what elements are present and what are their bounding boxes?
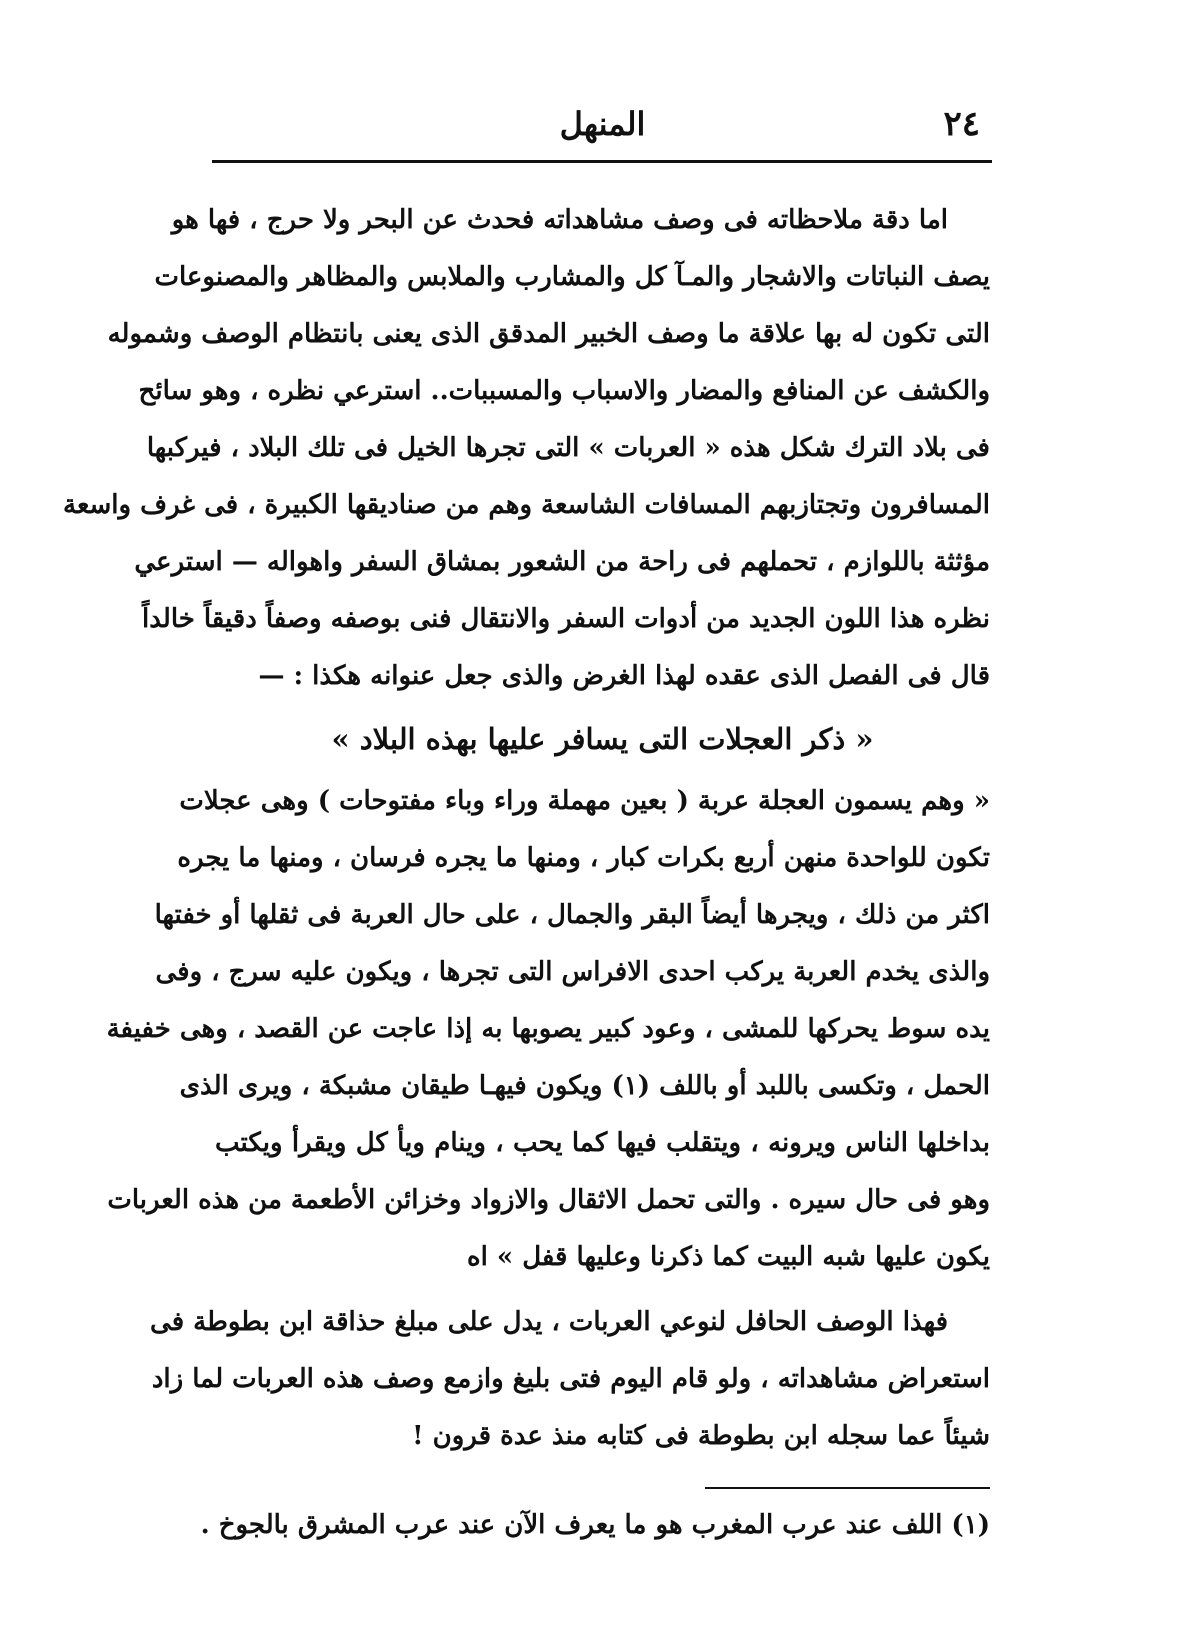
footnote-rule <box>705 1487 990 1489</box>
running-title: المنهل <box>559 105 646 143</box>
text-line: اكثر من ذلك ، ويجرها أيضاً البقر والجمال ، على حال العربة فى ثقلها أو خفتها <box>154 900 990 930</box>
body-text <box>63 192 990 1465</box>
footnote: (١) اللف عند عرب المغرب هو ما يعرف الآن عند عرب المشرق بالجوخ . <box>200 1510 990 1540</box>
header-rule <box>212 160 992 163</box>
paragraph-2 <box>150 1294 990 1465</box>
text-line: مؤثثة باللوازم ، تحملهم فى راحة من الشعور بمشاق السفر واهواله — استرعي <box>134 547 990 577</box>
text-line: تكون للواحدة منهن أربع بكرات كبار ، ومنها ما يجره فرسان ، ومنها ما يجره <box>177 843 990 873</box>
text-line: والذى يخدم العربة يركب احدى الافراس التى تجرها ، ويكون عليه سرج ، وفى <box>155 957 990 987</box>
text-line: المسافرون وتجتازبهم المسافات الشاسعة وهم من صناديقها الكبيرة ، فى غرف واسعة <box>63 490 990 520</box>
text-line: يكون عليها شبه البيت كما ذكرنا وعليها قفل » اه <box>467 1242 990 1272</box>
page-header <box>215 100 990 150</box>
quoted-passage <box>106 773 990 1286</box>
text-line: « وهم يسمون العجلة عربة ( بعين مهملة وراء وباء مفتوحات ) وهى عجلات <box>179 786 990 816</box>
section-heading: « ذكر العجلات التى يسافر عليها بهذه البلاد » <box>331 722 874 756</box>
text-line: اما دقة ملاحظاته فى وصف مشاهداته فحدث عن البحر ولا حرج ، فها هو <box>171 205 948 235</box>
text-line: الحمل ، وتكسى باللبد أو باللف (١) ويكون فيهـا طيقان مشبكة ، ويرى الذى <box>179 1071 990 1101</box>
text-line: وهو فى حال سيره . والتى تحمل الاثقال والازواد وخزائن الأطعمة من هذه العربات <box>107 1185 990 1215</box>
text-line: يصف النباتات والاشجار والمـآ كل والمشارب والملابس والمظاهر والمصنوعات <box>154 262 990 292</box>
text-line: فهذا الوصف الحافل لنوعي العربات ، يدل على مبلغ حذاقة ابن بطوطة فى <box>150 1307 948 1337</box>
text-line: يده سوط يحركها للمشى ، وعود كبير يصوبها به إذا عاجت عن القصد ، وهى خفيفة <box>106 1014 990 1044</box>
text-line: بداخلها الناس ويرونه ، ويتقلب فيها كما يحب ، وينام ويأ كل ويقرأ ويكتب <box>215 1128 990 1158</box>
text-line: استعراض مشاهداته ، ولو قام اليوم فتى بليغ وازمع وصف هذه العربات لما زاد <box>151 1364 990 1394</box>
text-line: نظره هذا اللون الجديد من أدوات السفر والانتقال فنى بوصفه وصفاً دقيقاً خالداً <box>142 604 990 634</box>
page-number: ٢٤ <box>943 104 980 144</box>
text-line: التى تكون له بها علاقة ما وصف الخبير المدقق الذى يعنى بانتظام الوصف وشموله <box>107 319 990 349</box>
paragraph-1 <box>63 192 990 705</box>
paragraph-gap <box>215 1286 990 1294</box>
text-line: والكشف عن المنافع والمضار والاسباب والمسببات.. استرعي نظره ، وهو سائح <box>138 376 990 406</box>
text-line: فى بلاد الترك شكل هذه « العربات » التى تجرها الخيل فى تلك البلاد ، فيركبها <box>146 433 990 463</box>
text-line: قال فى الفصل الذى عقده لهذا الغرض والذى جعل عنوانه هكذا : — <box>258 661 990 691</box>
text-line: شيئاً عما سجله ابن بطوطة فى كتابه منذ عدة قرون ! <box>412 1421 990 1451</box>
